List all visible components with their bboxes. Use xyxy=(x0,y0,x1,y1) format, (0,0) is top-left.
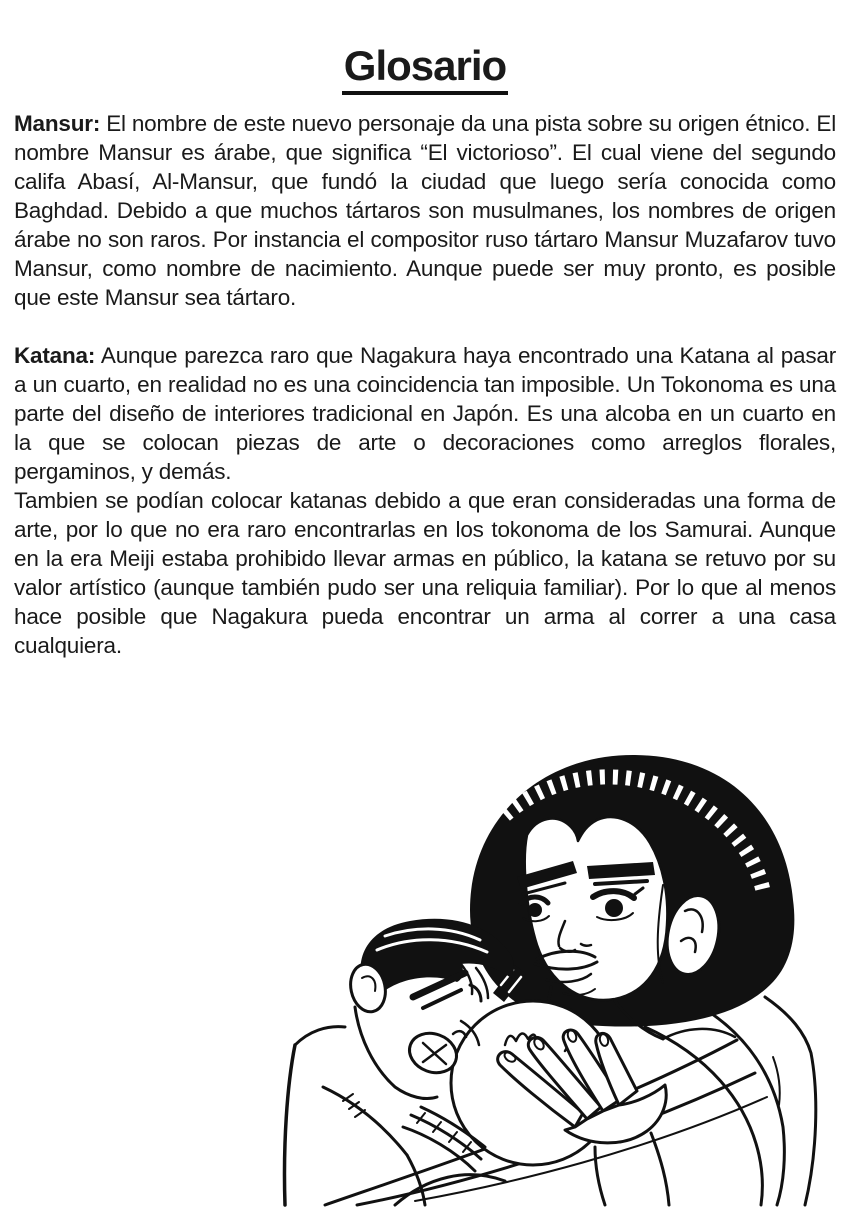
page-title-wrap xyxy=(0,0,850,95)
glossary-body xyxy=(0,109,850,660)
glossary-term-mansur: Mansur: xyxy=(14,111,101,137)
glossary-entry-mansur xyxy=(14,109,836,312)
page-title: Glosario xyxy=(342,44,508,95)
manga-illustration xyxy=(265,735,835,1207)
manga-illustration-svg xyxy=(265,735,835,1207)
glossary-text-mansur: El nombre de este nuevo personaje da una pista sobre su origen étnico. El nombre Mansur es árabe, que significa “El victorioso”. El cual viene del segundo califa Abasí, Al-Mansur, que fundó la ciudad que luego sería conocida como Baghdad. Debido a que muchos tártaros son musulmanes, los nombres de origen árabe no son raros. Por instancia el compositor ruso tártaro Mansur Muzafarov tuvo Mansur, como nombre de nacimiento. Aunque puede ser muy pronto, es posible que este Mansur sea tártaro. xyxy=(14,111,836,311)
glossary-text-katana-1: Aunque parezca raro que Nagakura haya encontrado una Katana al pasar a un cuarto, en realidad no es una coincidencia tan imposible. Un Tokonoma es una parte del diseño de interiores tradicional en Japón. Es una alcoba en un cuarto en la que se colocan piezas de arte o decoraciones como arreglos florales, pergaminos, y demás. xyxy=(14,343,837,485)
glossary-term-katana: Katana: xyxy=(14,343,96,369)
glossary-text-katana-2: Tambien se podían colocar katanas debido a que eran consideradas una forma de arte, por lo que no era raro encontrarlas en los tokonoma de los Samurai. Aunque en la era Meiji estaba prohibido llevar armas en público, la katana se retuvo por su valor artístico (aunque también pudo ser una reliquia familiar). Por lo que al menos hace posible que Nagakura pueda encontrar un arma al correr a una casa cualquiera. xyxy=(14,488,836,659)
glossary-entry-katana xyxy=(14,341,836,660)
